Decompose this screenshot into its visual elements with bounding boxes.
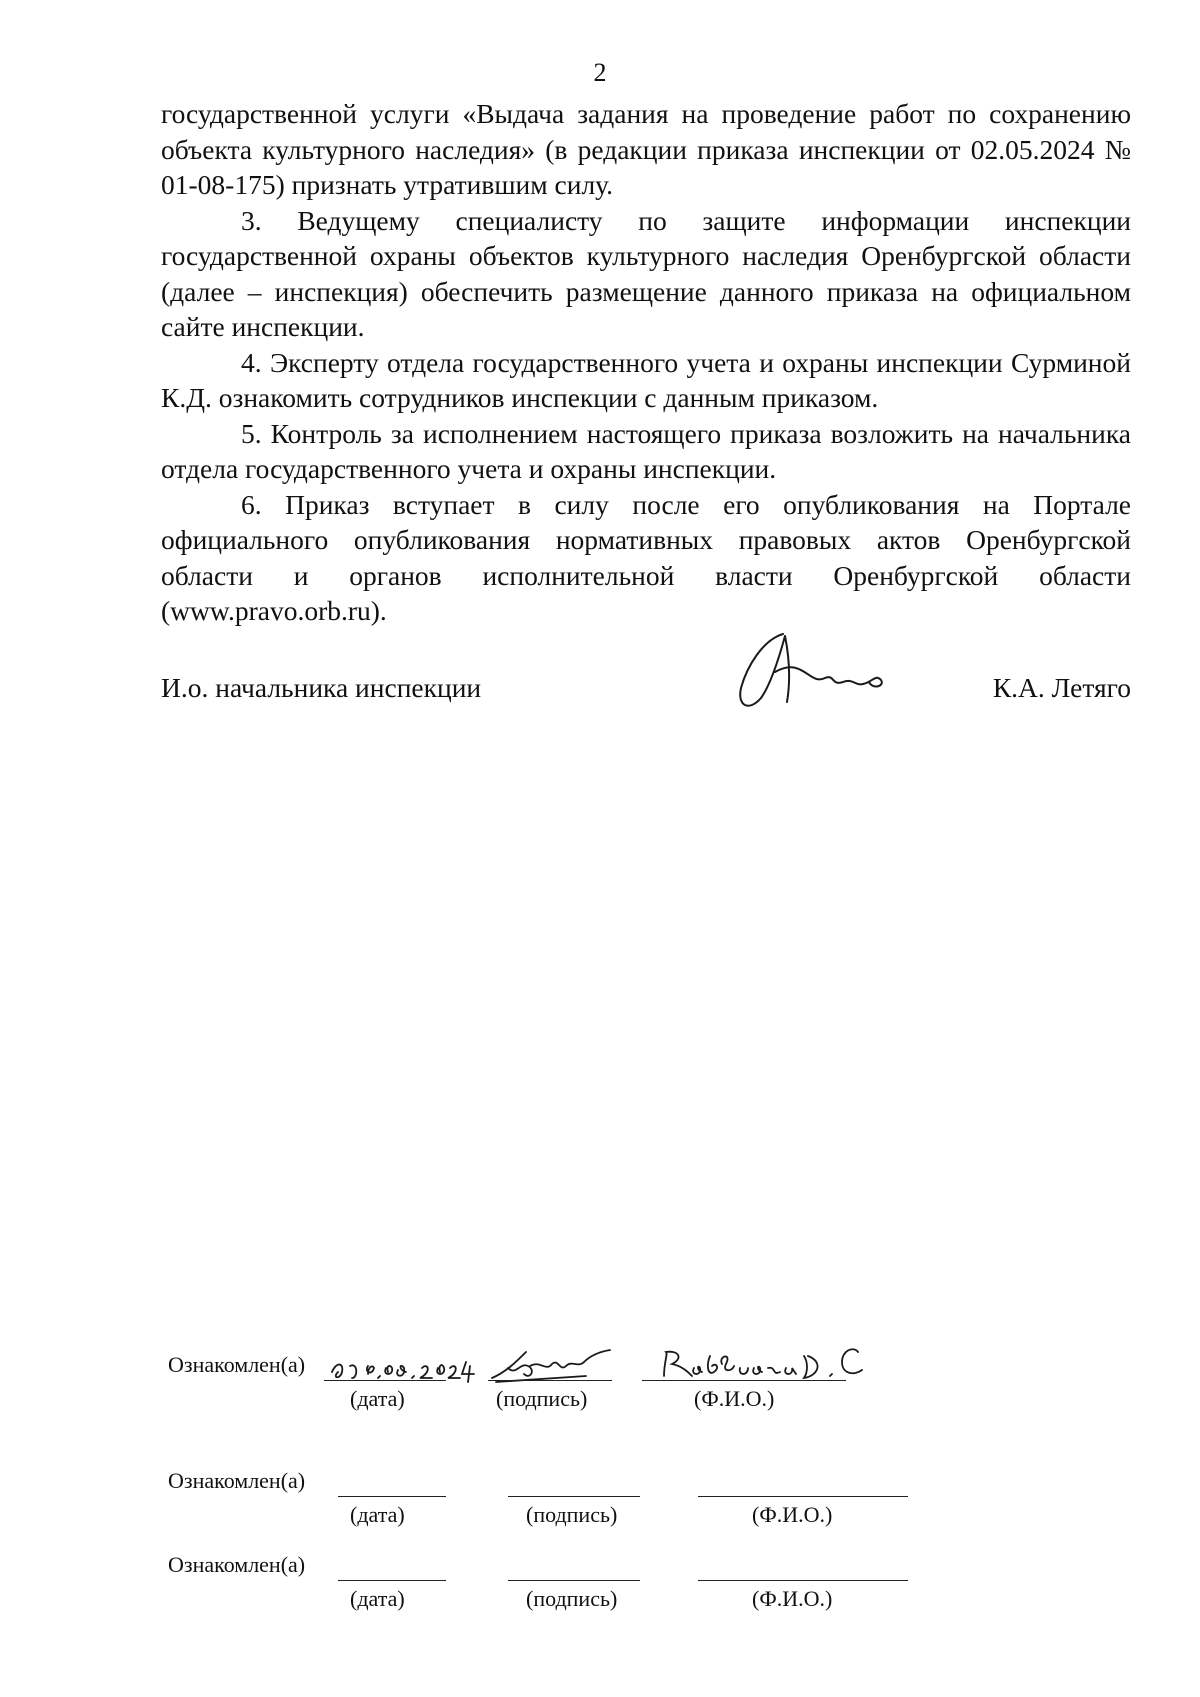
date-caption: (дата) — [350, 1386, 405, 1411]
acknowledgement-row-2 — [168, 1468, 928, 1538]
paragraph-continuation: государственной услуги «Выдача задания на проведение работ по сохранению объекта культурного наследия» (в редакции приказа инспекции от 02.05.2024 № 01-08-175) признать утратившим силу. — [161, 98, 1131, 200]
signature-caption: (подпись) — [496, 1386, 588, 1411]
date-line — [324, 1380, 446, 1381]
handwritten-ack-signature — [486, 1342, 616, 1388]
date-caption: (дата) — [350, 1502, 405, 1527]
full-name-caption: (Ф.И.О.) — [752, 1502, 833, 1527]
signature-caption: (подпись) — [526, 1502, 618, 1527]
handwritten-date — [328, 1342, 478, 1388]
date-caption: (дата) — [350, 1586, 405, 1611]
signature-line[interactable] — [508, 1496, 640, 1497]
full-name-line[interactable] — [698, 1580, 908, 1581]
paragraph-item-3: 3. Ведущему специалисту по защите информации инспекции государственной охраны объектов культурного наследия Оренбургской области (далее – инспекция) обеспечить размещение данного приказа на официальном сайте инспекции. — [161, 204, 1131, 342]
ack-label: Ознакомлен(а) — [168, 1352, 306, 1377]
ack-label: Ознакомлен(а) — [168, 1552, 306, 1577]
date-line[interactable] — [338, 1580, 446, 1581]
date-line[interactable] — [338, 1496, 446, 1497]
ack-label: Ознакомлен(а) — [168, 1468, 306, 1493]
paragraph-item-5: 5. Контроль за исполнением настоящего приказа возложить на начальника отдела государственного учета и охраны инспекции. — [161, 417, 1131, 484]
handwritten-signature — [713, 626, 893, 726]
signatory-title: И.о. начальника инспекции — [161, 672, 482, 703]
handwritten-full-name — [658, 1342, 928, 1388]
page-number: 2 — [593, 58, 607, 87]
signature-caption: (подпись) — [526, 1586, 618, 1611]
document-body — [161, 96, 1131, 629]
signature-line[interactable] — [508, 1580, 640, 1581]
full-name-caption: (Ф.И.О.) — [752, 1586, 833, 1611]
signature-line — [488, 1380, 612, 1381]
full-name-line[interactable] — [698, 1496, 908, 1497]
acknowledgement-row-1 — [168, 1352, 928, 1422]
signatory-name: К.А. Летяго — [992, 672, 1131, 703]
paragraph-item-4: 4. Эксперту отдела государственного учета и охраны инспекции Сурминой К.Д. ознакомить сотрудников инспекции с данным приказом. — [161, 346, 1131, 413]
signature-block — [161, 672, 1131, 720]
paragraph-item-6: 6. Приказ вступает в силу после его опубликования на Портале официального опубликования нормативных правовых актов Оренбургской области и органов исполнительной власти Оренбургской области (www.pravo.orb.ru). — [161, 488, 1131, 626]
acknowledgement-row-3 — [168, 1552, 928, 1622]
full-name-caption: (Ф.И.О.) — [694, 1386, 775, 1411]
full-name-line — [642, 1380, 846, 1381]
